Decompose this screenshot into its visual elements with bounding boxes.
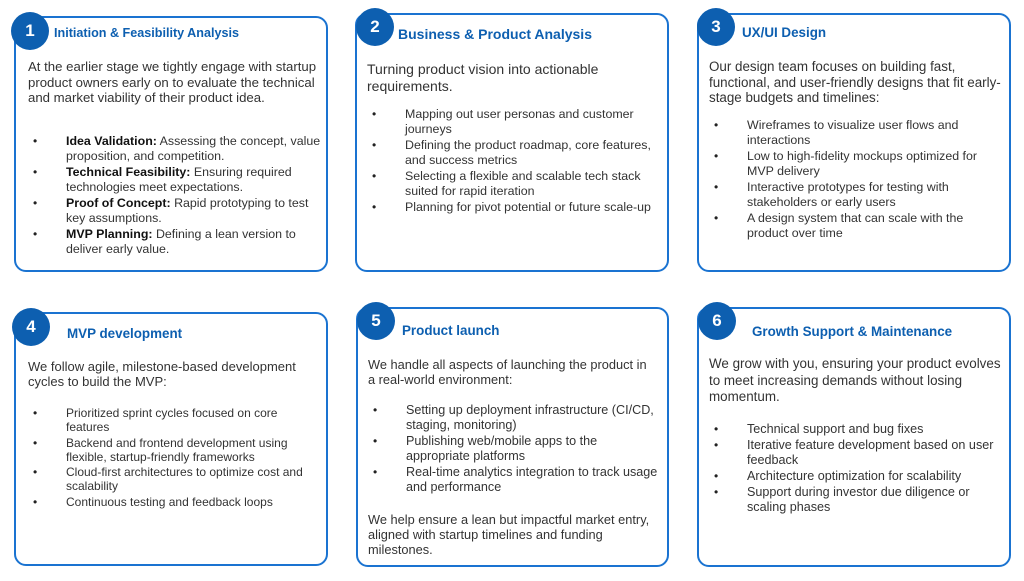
list-item: • Technical support and bug fixes [709,422,999,437]
item-text: Assessing the concept, value proposition, and competition. [66,134,321,163]
step-number-badge: 2 [356,8,394,46]
item-term: Idea Validation: [66,134,157,148]
step-number-badge: 1 [11,12,49,50]
card-title: Growth Support & Maintenance [752,324,953,339]
list-item: • Interactive prototypes for testing with stakeholders or early users [709,180,999,210]
item-term: MVP Planning: [66,227,153,241]
step-number-badge: 6 [698,302,736,340]
list-item: • Publishing web/mobile apps to the appropriate platforms [368,434,658,464]
card-mvp-development [14,312,328,566]
card-title: Initiation & Feasibility Analysis [54,26,239,40]
list-item: • Iterative feature development based on user feedback [709,438,999,468]
card-outro: We help ensure a lean but impactful market entry, aligned with startup timelines and funding milestones. [368,512,650,557]
list-item: • Defining the product roadmap, core features, and success metrics [367,138,657,168]
card-intro: At the earlier stage we tightly engage with startup product owners early on to evaluate the technical and market viability of their product idea. [28,59,317,105]
step-number-badge: 4 [12,308,50,346]
card-bullet-list [709,118,999,242]
card-bullet-list [368,403,658,496]
item-term: Proof of Concept: [66,196,171,210]
list-item [28,196,328,226]
list-item: • Support during investor due diligence or scaling phases [709,485,999,515]
item-term: Technical Feasibility: [66,165,191,179]
list-item: • Cloud-first architectures to optimize cost and scalability [28,465,318,494]
card-intro: We follow agile, milestone-based development cycles to build the MVP: [28,359,296,389]
item-text: Defining a lean version to deliver early value. [66,227,296,256]
card-bullet-list [367,107,657,216]
card-title: MVP development [67,326,183,341]
list-item: • Setting up deployment infrastructure (CI/CD, staging, monitoring) [368,403,658,433]
list-item: • Mapping out user personas and customer journeys [367,107,657,137]
step-number-badge: 5 [357,302,395,340]
list-item: • Continuous testing and feedback loops [28,495,318,509]
list-item: • Selecting a flexible and scalable tech stack suited for rapid iteration [367,169,657,199]
list-item [28,227,328,257]
list-item: • Architecture optimization for scalability [709,469,999,484]
card-initiation-feasibility [14,16,328,272]
list-item: • Backend and frontend development using flexible, startup-friendly frameworks [28,436,318,465]
list-item [28,165,328,195]
card-intro: Turning product vision into actionable requirements. [367,61,599,94]
card-title: UX/UI Design [742,25,827,40]
card-ux-ui-design [697,13,1011,272]
list-item: • Real-time analytics integration to track usage and performance [368,465,658,495]
card-business-product-analysis [355,13,669,272]
list-item: • Planning for pivot potential or future scale-up [367,200,657,215]
item-text: Ensuring required technologies meet expectations. [66,165,292,194]
list-item: • Wireframes to visualize user flows and interactions [709,118,999,148]
card-growth-support-maintenance [697,307,1011,567]
item-text: Rapid prototyping to test key assumptions. [66,196,309,225]
card-product-launch [356,307,669,567]
card-bullet-list [28,406,318,510]
step-number-badge: 3 [697,8,735,46]
list-item: • A design system that can scale with the product over time [709,211,999,241]
list-item [28,134,328,164]
card-intro: We grow with you, ensuring your product evolves to meet increasing demands without losing momentum. [709,356,1001,404]
card-intro: We handle all aspects of launching the product in a real-world environment: [368,357,647,387]
card-title: Business & Product Analysis [398,26,592,42]
list-item: • Prioritized sprint cycles focused on core features [28,406,318,435]
card-intro: Our design team focuses on building fast, functional, and user-friendly designs that fit early-stage budgets and timelines: [709,59,1001,105]
card-bullet-list [28,134,328,258]
list-item: • Low to high-fidelity mockups optimized for MVP delivery [709,149,999,179]
card-title: Product launch [402,323,500,338]
card-bullet-list [709,422,999,516]
